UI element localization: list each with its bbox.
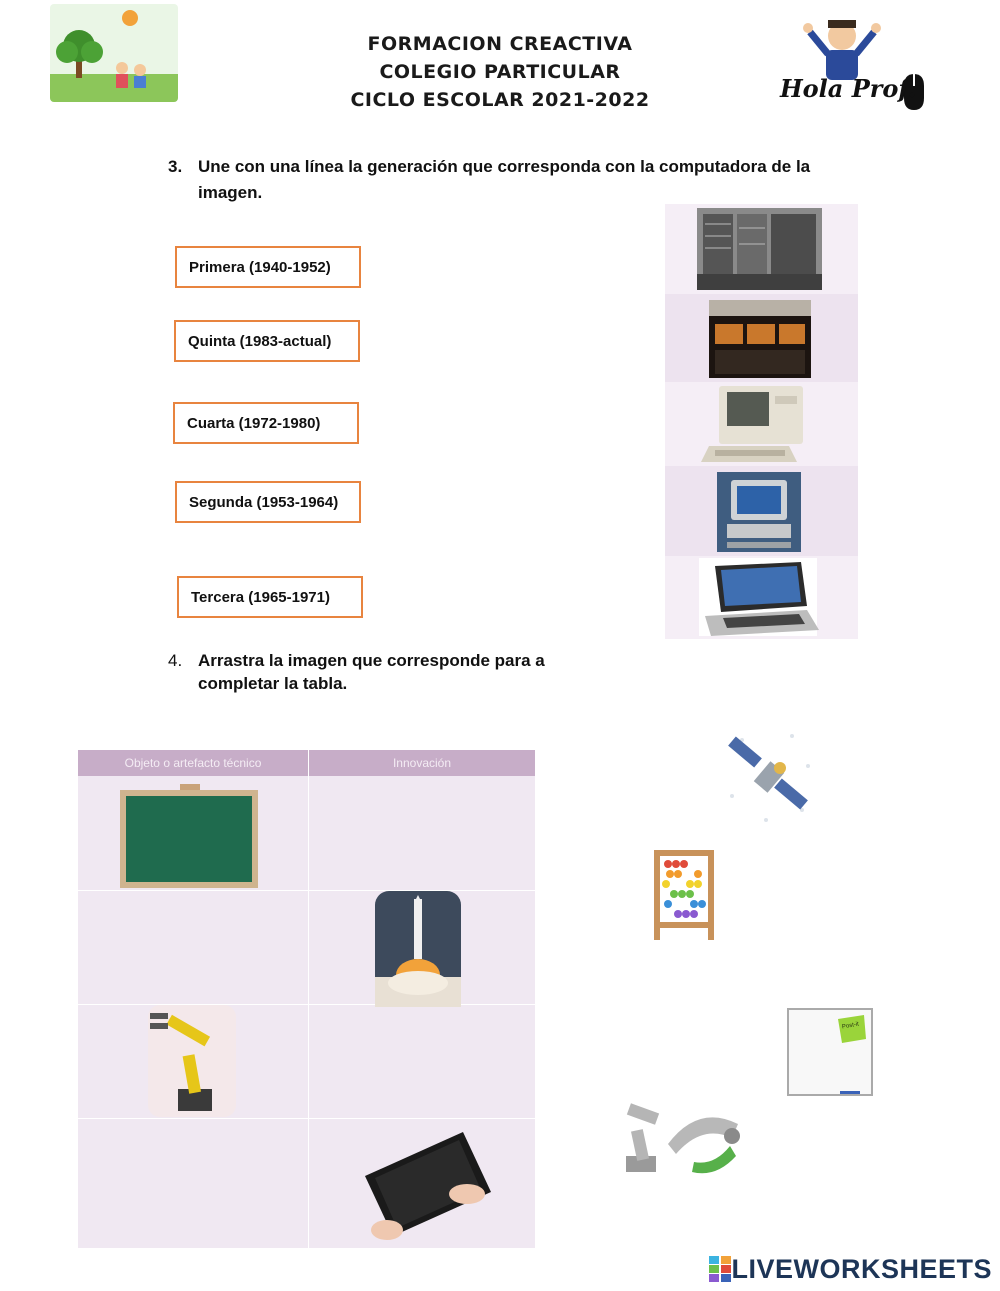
table-row-divider [78, 1004, 535, 1005]
generation-box-quinta[interactable]: Quinta (1983-actual) [174, 320, 360, 362]
robotic-arm-image [148, 1005, 236, 1122]
rocket-launch-image [375, 891, 461, 1012]
school-line-2: COLEGIO PARTICULAR [379, 61, 621, 83]
table-header-object: Objeto o artefacto técnico [78, 750, 308, 776]
liveworksheets-text: LIVEWORKSHEETS [731, 1253, 992, 1284]
table-row-divider [78, 1118, 535, 1119]
school-logo [50, 4, 178, 102]
generation-box-tercera[interactable]: Tercera (1965-1971) [177, 576, 363, 618]
abacus-image[interactable] [648, 848, 720, 947]
computer-image-vacuum-tube [665, 204, 858, 294]
school-line-3: CICLO ESCOLAR 2021-2022 [350, 89, 650, 111]
sticky-note-text: Post-it [841, 1021, 860, 1031]
hola-prof-logo [776, 8, 936, 116]
question-4-number: 4. [168, 651, 183, 670]
robot-arms-image[interactable] [620, 1100, 748, 1183]
innovation-table [78, 750, 535, 1248]
tablet-touch-image [363, 1130, 493, 1247]
generation-box-segunda[interactable]: Segunda (1953-1964) [175, 481, 361, 523]
generation-box-primera[interactable]: Primera (1940-1952) [175, 246, 361, 288]
question-4 [168, 648, 588, 694]
liveworksheets-logo[interactable] [709, 1254, 992, 1284]
chalkboard-image [118, 784, 260, 895]
computer-image-apple-pc [665, 382, 858, 466]
whiteboard-image[interactable] [780, 1005, 876, 1104]
school-header [330, 30, 670, 114]
school-line-1: FORMACION CREACTIVA [367, 33, 633, 55]
question-3-line-2: imagen. [198, 183, 263, 202]
hola-prof-text: Hola Prof. [780, 74, 917, 103]
question-3-number: 3. [168, 157, 183, 176]
computer-image-mainframe [665, 294, 858, 382]
question-3 [168, 154, 868, 206]
computer-image-desktop-pc [665, 466, 858, 556]
table-column-divider [308, 750, 309, 1248]
computer-images-column [665, 204, 858, 639]
satellite-image[interactable] [722, 726, 818, 833]
question-3-line-1: Une con una línea la generación que corresponda con la computadora de la [198, 157, 811, 176]
question-4-line-2: completar la tabla. [198, 674, 348, 693]
table-header-innovation: Innovación [309, 750, 535, 776]
computer-image-laptop [665, 556, 858, 639]
generation-box-cuarta[interactable]: Cuarta (1972-1980) [173, 402, 359, 444]
liveworksheets-grid-icon [709, 1256, 731, 1282]
question-4-line-1: Arrastra la imagen que corresponde para a [198, 651, 545, 670]
